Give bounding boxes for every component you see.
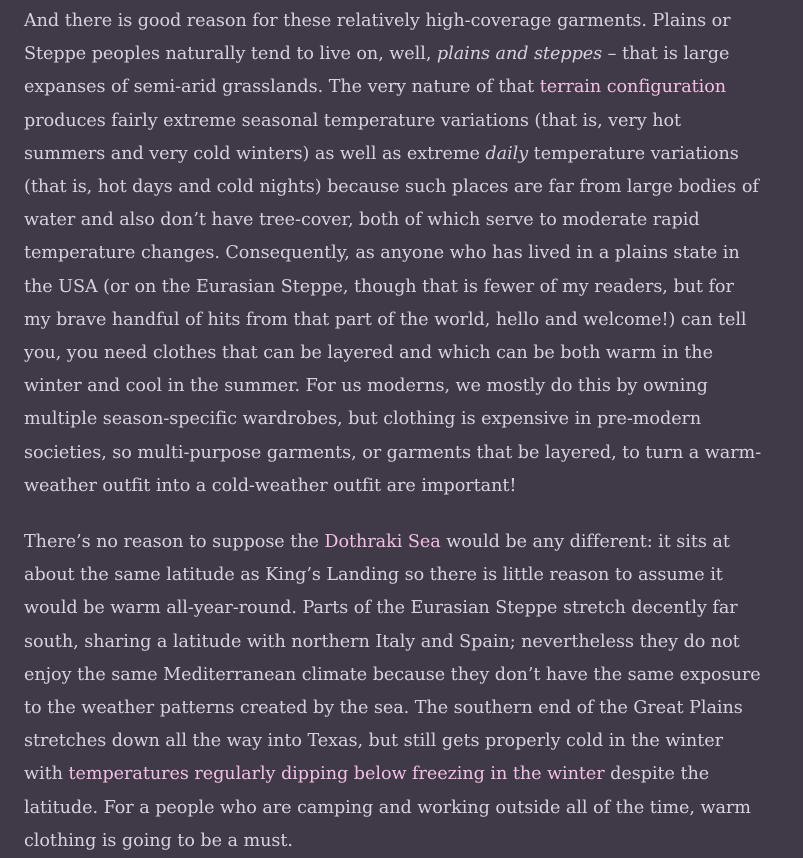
emphasis-plains-and-steppes: plains and steppes [436,44,603,65]
link-terrain-configuration[interactable]: terrain configuration [539,77,727,98]
paragraph-1-text-3: produces fairly extreme seasonal temperature variations (that is, very hot summers and very cold winters) as well as extreme [24,110,682,164]
link-dothraki-sea[interactable]: Dothraki Sea [324,532,441,553]
paragraph-1-text-1: And there is good reason for these relatively high-coverage garments. Plains or Steppe peoples naturally tend to live on, well, [24,11,731,65]
paragraph-2-text-3: despite the latitude. For a people who are camping and working outside all of the time, warm clothing is going to be a must. [24,764,751,851]
paragraph-1-text-4: temperature variations (that is, hot days and cold nights) because such places are far from large bodies of water and also don’t have tree-cover, both of which serve to moderate rapid temperature changes. Consequently, as anyone who has lived in a plains state in the USA (or on the Eurasian Steppe, though that is fewer of my readers, but for my brave handful of hits from that part of the world, hello and welcome!) can tell you, you need clothes that can be layered and which can be both warm in the winter and cool in the summer. For us moderns, we mostly do this by owning multiple season-specific wardrobes, but clothing is expensive in pre-modern societies, so multi-purpose garments, or garments that be layered, to turn a warm-weather outfit into a cold-weather outfit are important! [24,143,762,496]
paragraph-1-text-2: – that is large expanses of semi-arid grasslands. The very nature of that [24,44,730,98]
paragraph-2-text-1: There’s no reason to suppose the [24,532,325,553]
emphasis-daily: daily [485,143,529,164]
link-temperatures-below-freezing[interactable]: temperatures regularly dipping below freezing in the winter [68,764,605,785]
paragraph-1 [24,5,764,503]
paragraph-2 [24,526,764,858]
paragraph-2-text-2: would be any different: it sits at about the same latitude as King’s Landing so there is little reason to assume it would be warm all-year-round. Parts of the Eurasian Steppe stretch decently far south, sharing a latitude with northern Italy and Spain; nevertheless they do not enjoy the same Mediterranean climate because they don’t have the same exposure to the weather patterns created by the sea. The southern end of the Great Plains stretches down all the way into Texas, but still gets properly cold in the winter with [24,532,761,785]
